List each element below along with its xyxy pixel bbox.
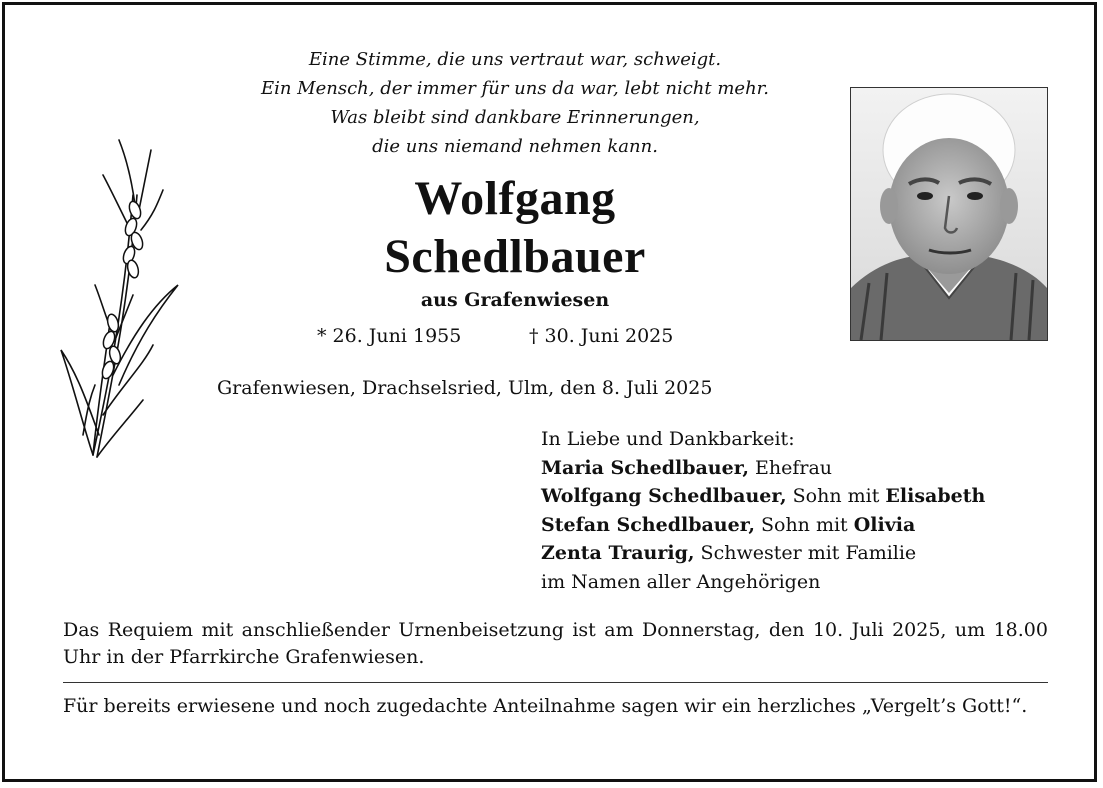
first-name: Wolfgang: [414, 172, 616, 225]
death-date: † 30. Juni 2025: [529, 325, 674, 347]
poem-line: Ein Mensch, der immer für uns da war, lebt nicht mehr.: [260, 78, 770, 99]
last-name: Schedlbauer: [384, 230, 646, 283]
family-list: [541, 425, 985, 596]
member-relation: Sohn mit: [760, 513, 848, 536]
poem: [165, 45, 865, 161]
member-relation: Sohn mit: [792, 485, 880, 507]
birth-date: * 26. Juni 1955: [317, 325, 462, 347]
member-name: Maria Schedlbauer,: [541, 456, 749, 479]
list-item: [541, 482, 985, 511]
member-relation: Schwester mit Familie: [700, 542, 917, 564]
divider: [63, 682, 1048, 683]
member-partner: Elisabeth: [885, 485, 986, 507]
member-name: Wolfgang Schedlbauer,: [541, 485, 787, 507]
family-intro: In Liebe und Dankbarkeit:: [541, 428, 795, 450]
list-item: [541, 511, 985, 540]
family-closing: im Namen aller Angehörigen: [541, 570, 821, 593]
poem-line: die uns niemand nehmen kann.: [372, 136, 658, 157]
poem-line: Was bleibt sind dankbare Erinnerungen,: [330, 107, 700, 128]
member-name: Stefan Schedlbauer,: [541, 513, 755, 536]
obituary-card: [2, 2, 1097, 782]
member-partner: Olivia: [853, 513, 916, 536]
list-item: [541, 539, 985, 568]
member-relation: Ehefrau: [754, 456, 833, 479]
portrait-photo: [850, 87, 1048, 341]
wheat-icon: [53, 135, 183, 465]
poem-line: Eine Stimme, die uns vertraut war, schweigt.: [308, 49, 722, 70]
requiem-notice: Das Requiem mit anschließender Urnenbeisetzung ist am Donnerstag, den 10. Juli 2025, um 18.00 Uhr in der Pfarrkirche Grafenwiesen.: [63, 619, 1048, 668]
member-name: Zenta Traurig,: [541, 542, 695, 564]
place-date: Grafenwiesen, Drachselsried, Ulm, den 8. Juli 2025: [217, 377, 713, 399]
origin: aus Grafenwiesen: [420, 289, 610, 311]
deceased-name: [215, 170, 815, 286]
list-item: [541, 454, 985, 483]
thanks-notice: Für bereits erwiesene und noch zugedachte Anteilnahme sagen wir ein herzliches „Vergelt’s Gott!“.: [63, 695, 1028, 717]
